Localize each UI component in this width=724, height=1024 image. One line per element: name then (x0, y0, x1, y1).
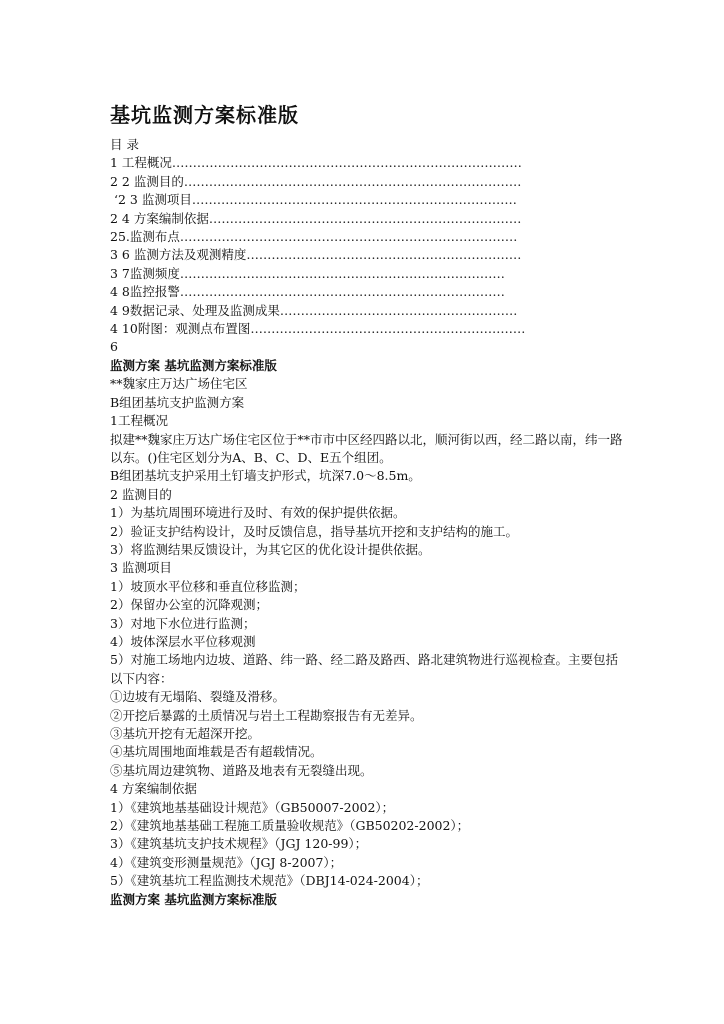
toc-heading: 目 录 (110, 137, 139, 152)
sub-list-item: ③基坑开挖有无超深开挖。 (110, 726, 261, 741)
list-item: 4）坡体深层水平位移观测 (110, 633, 256, 649)
sub-list-item: ②开挖后暴露的土质情况与岩土工程勘察报告有无差异。 (110, 707, 423, 723)
toc-item[interactable]: 4 8监控报警…………………………………………………………………… (110, 284, 505, 300)
reference-item: 1）《建筑地基基础设计规范》（GB50007-2002）； (110, 799, 395, 815)
reference-item: 2）《建筑地基基础工程施工质量验收规范》（GB50202-2002）； (110, 818, 470, 834)
toc-item[interactable]: 2 4 方案编制依据………………………………………………………………… (110, 210, 522, 226)
list-item: 2）验证支护结构设计，及时反馈信息，指导基坑开挖和支护结构的施工。 (110, 523, 518, 539)
section-2-heading: 2 监测目的 (110, 486, 172, 502)
section-1-heading: 1工程概况 (110, 413, 168, 429)
section-header: 监测方案 基坑监测方案标准版 (110, 357, 277, 373)
list-item: 1）为基坑周围环境进行及时、有效的保护提供依据。 (110, 505, 406, 521)
section-1-paragraph: B组团基坑支护采用土钉墙支护形式，坑深7.0～8.5m。 (110, 468, 421, 484)
list-item: 3）对地下水位进行监测； (110, 615, 256, 631)
document-title: 基坑监测方案标准版 (110, 103, 299, 127)
toc-page-number: 6 (110, 339, 118, 355)
section-header: 监测方案 基坑监测方案标准版 (110, 891, 277, 907)
toc-item[interactable]: 4 9数据记录、处理及监测成果………………………………………………… (110, 302, 518, 318)
list-item: 2）保留办公室的沉降观测； (110, 597, 268, 613)
reference-item: 4）《建筑变形测量规范》（JGJ 8-2007）； (110, 854, 343, 870)
document-page (110, 100, 630, 909)
toc-item[interactable]: 3 7监测频度…………………………………………………………………… (110, 265, 505, 281)
toc-item[interactable]: 4 10附图：观测点布置图………………………………………………………… (110, 321, 526, 337)
sub-list-item: ⑤基坑周边建筑物、道路及地表有无裂缝出现。 (110, 762, 373, 778)
toc-item[interactable]: 3 6 监测方法及观测精度………………………………………………………… (110, 247, 522, 263)
section-4-heading: 4 方案编制依据 (110, 781, 197, 797)
toc-item[interactable]: 1 工程概况………………………………………………………………………… (110, 155, 522, 171)
toc-item[interactable]: ‘2 3 监测项目…………………………………………………………………… (114, 192, 517, 208)
reference-item: 5）《建筑基坑工程监测技术规范》（DBJ14-024-2004）； (110, 873, 429, 889)
list-item: 1）坡顶水平位移和垂直位移监测； (110, 578, 306, 594)
section-3-heading: 3 监测项目 (110, 560, 172, 576)
sub-list-item: ④基坑周围地面堆载是否有超载情况。 (110, 744, 323, 760)
plan-name: B组团基坑支护监测方案 (110, 394, 245, 410)
toc-item[interactable]: 2 2 监测目的……………………………………………………………………… (110, 173, 522, 189)
project-name: **魏家庄万达广场住宅区 (110, 376, 248, 392)
sub-list-item: ①边坡有无塌陷、裂缝及滑移。 (110, 689, 286, 705)
toc-item[interactable]: 25.监测布点……………………………………………………………………… (110, 229, 518, 245)
reference-item: 3）《建筑基坑支护技术规程》（JGJ 120-99）； (110, 836, 368, 852)
section-1-paragraph: 拟建**魏家庄万达广场住宅区位于**市市中区经四路以北，顺河街以西，经二路以南，纬一路以东。()住宅区划分为A、B、C、D、E五个组团。 (110, 431, 623, 465)
list-item: 3）将监测结果反馈设计，为其它区的优化设计提供依据。 (110, 541, 431, 557)
list-item: 5）对施工场地内边坡、道路、纬一路、经二路及路西、路北建筑物进行巡视检查。主要包括以下内容： (110, 652, 618, 686)
